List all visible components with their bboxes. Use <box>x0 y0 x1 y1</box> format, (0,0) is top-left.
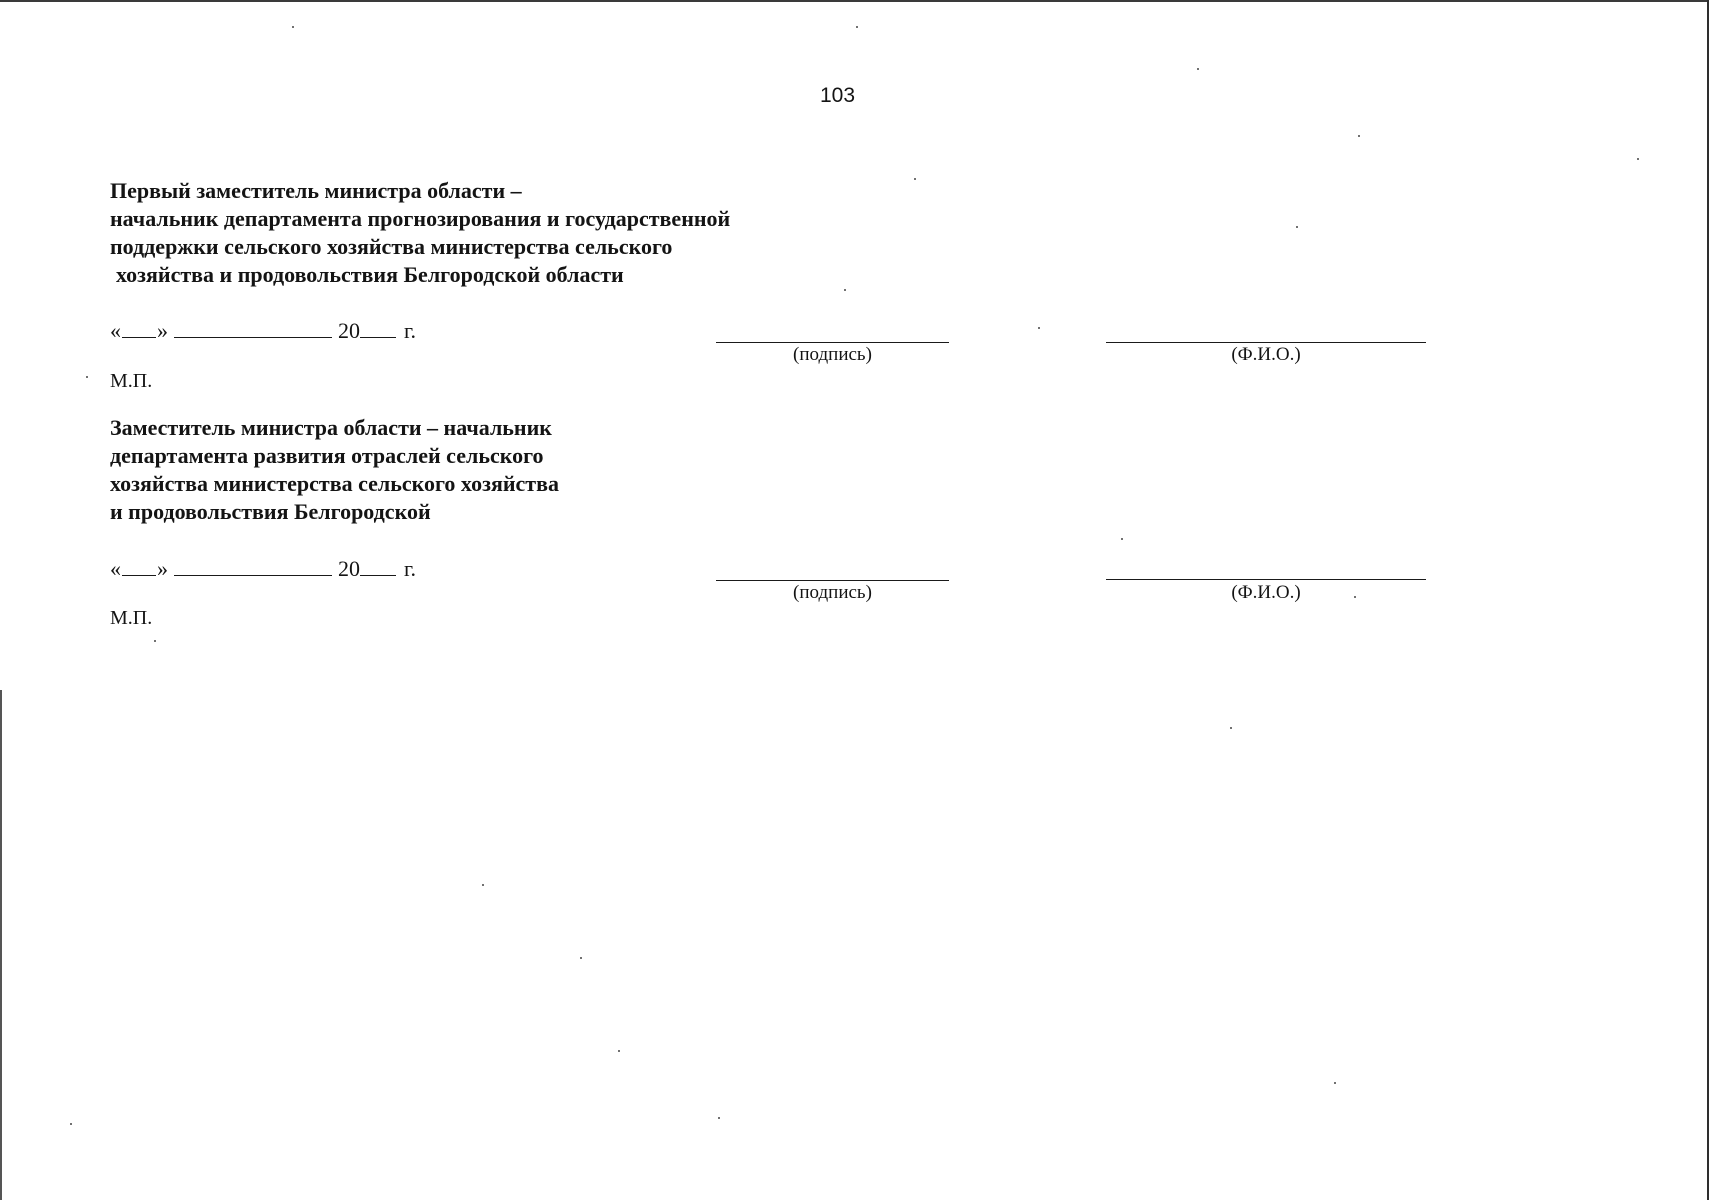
title-line: и продовольствия Белгородской <box>110 499 431 524</box>
scan-speck <box>580 957 582 959</box>
scan-speck <box>1038 327 1040 329</box>
year-suffix: г. <box>404 318 417 343</box>
scan-speck <box>914 178 916 180</box>
title-line: департамента развития отраслей сельского <box>110 443 544 468</box>
scan-speck <box>856 26 858 28</box>
title-line: начальник департамента прогнозирования и государственной <box>110 206 731 231</box>
scan-speck <box>154 640 156 642</box>
close-quote: » <box>157 556 168 581</box>
page-number: 103 <box>820 84 856 107</box>
signature-line-1 <box>716 342 949 343</box>
month-blank <box>174 557 332 576</box>
year-prefix: 20 <box>338 556 360 581</box>
stamp-place-2: М.П. <box>110 607 153 629</box>
signature-line-2 <box>716 580 949 581</box>
signatory-title-2 <box>110 414 559 526</box>
day-blank <box>122 557 156 576</box>
scan-speck <box>718 1117 720 1119</box>
scan-speck <box>1121 538 1123 540</box>
scan-edge-top <box>0 0 1709 2</box>
scan-speck <box>618 1050 620 1052</box>
name-line-2 <box>1106 579 1426 580</box>
scan-speck <box>70 1123 72 1125</box>
year-blank <box>360 319 396 338</box>
scan-speck <box>1197 68 1199 70</box>
stamp-place-1: М.П. <box>110 370 153 392</box>
signature-caption-1: (подпись) <box>793 344 872 365</box>
day-blank <box>122 319 156 338</box>
year-suffix: г. <box>404 556 417 581</box>
scan-speck <box>1637 158 1639 160</box>
month-blank <box>174 319 332 338</box>
scan-speck <box>1358 135 1360 137</box>
name-caption-2: (Ф.И.О.) <box>1231 582 1301 603</box>
scan-speck <box>1230 727 1232 729</box>
scan-speck <box>482 884 484 886</box>
title-line: хозяйства министерства сельского хозяйства <box>110 471 559 496</box>
open-quote: « <box>110 556 121 581</box>
title-line: Заместитель министра области – начальник <box>110 415 552 440</box>
title-line: Первый заместитель министра области – <box>110 178 522 203</box>
scan-speck <box>844 289 846 291</box>
date-field-2 <box>110 556 416 582</box>
open-quote: « <box>110 318 121 343</box>
scan-speck <box>292 26 294 28</box>
year-blank <box>360 557 396 576</box>
scan-speck <box>1334 1082 1336 1084</box>
scan-edge-left <box>0 690 2 1200</box>
scan-speck <box>1296 226 1298 228</box>
year-prefix: 20 <box>338 318 360 343</box>
name-caption-1: (Ф.И.О.) <box>1231 344 1301 365</box>
scan-speck <box>86 376 88 378</box>
name-line-1 <box>1106 342 1426 343</box>
close-quote: » <box>157 318 168 343</box>
title-line: хозяйства и продовольствия Белгородской области <box>116 262 624 287</box>
signatory-title-1 <box>110 177 730 289</box>
title-line: поддержки сельского хозяйства министерства сельского <box>110 234 673 259</box>
date-field-1 <box>110 318 416 344</box>
signature-caption-2: (подпись) <box>793 582 872 603</box>
